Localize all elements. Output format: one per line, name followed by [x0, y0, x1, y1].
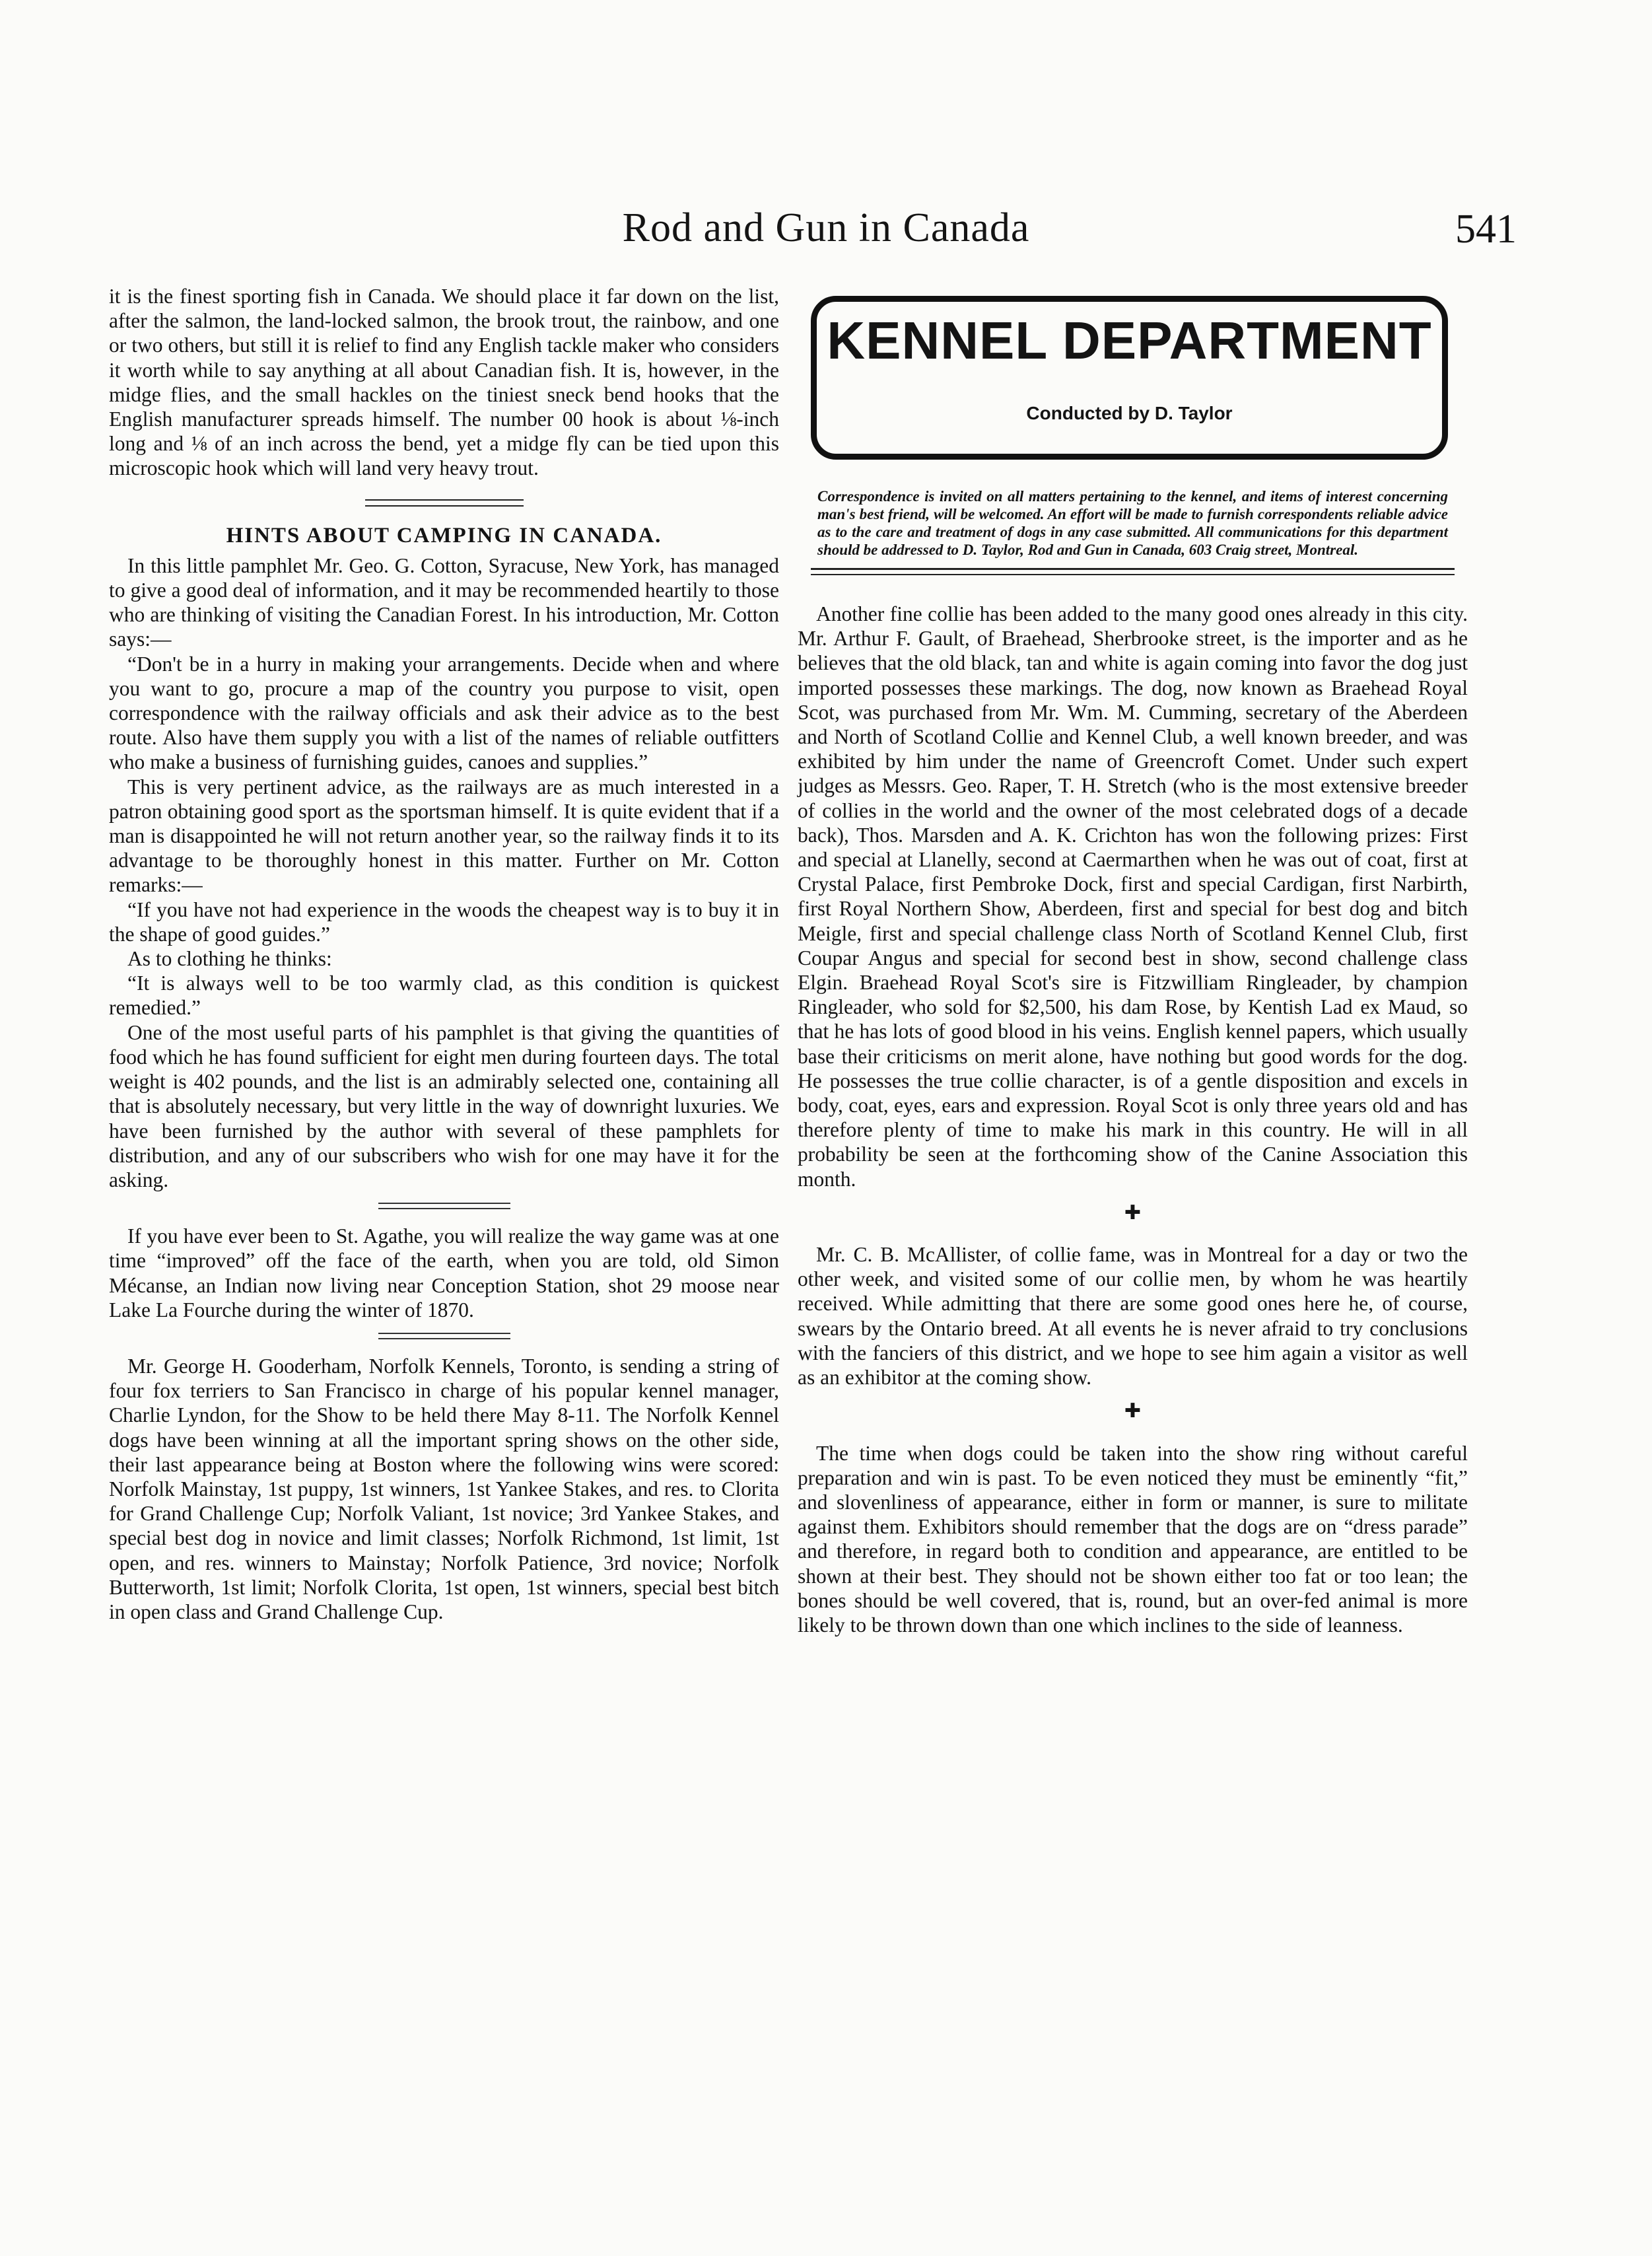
- mcallister-paragraph: Mr. C. B. McAllister, of collie fame, was in Montreal for a day or two the other week, and visited some of our collie men, by whom he was heartily received. While admitting that there are some good ones here he, of course, swears by the Ontario breed. At all events he is never afraid to try conclusions with the fanciers of this district, and we hope to see him again a visitor as well as an exhibitor at the coming show.: [798, 1243, 1468, 1390]
- show-preparation-paragraph: The time when dogs could be taken into the show ring without careful preparation and win is past. To be even noticed they must be eminently “fit,” and slovenliness of appearance, either in form or manner, is sure to militate against them. Exhibitors should remember that the dogs are on “dress parade” and therefore, in regard both to condition and appearance, are entitled to be shown at their best. They should not be shown either too fat or too lean; the bones should be well covered, that is, round, but an over-fed animal is more likely to be thrown down than one which inclines to the side of leanness.: [798, 1441, 1468, 1637]
- running-title: Rod and Gun in Canada: [622, 205, 1030, 250]
- department-rule: [811, 568, 1455, 575]
- collie-import-paragraph: Another fine collie has been added to the many good ones already in this city. Mr. Arthur F. Gault, of Braehead, Sherbrooke street, is the importer and as he believes that the old black, tan and white is again coming into favor the dog just imported possesses these markings. The dog, now known as Braehead Royal Scot, was purchased from Mr. Wm. M. Cumming, secretary of the Aberdeen and North of Scotland Collie and Kennel Club, a well known breeder, and was exhibited by him under the name of Greencroft Comet. Under such expert judges as Messrs. Geo. Raper, T. H. Stretch (who is the most extensive breeder of collies in the world and the owner of the most celebrated dogs of a decade back), Thos. Marsden and A. K. Crichton has won the following prizes: First and special at Llanelly, second at Caermarthen when he was out of coat, first at Crystal Palace, first Pembroke Dock, first and special Cardigan, first Narbirth, first Royal Northern Show, Aberdeen, first and special for best dog and bitch Meigle, first and special challenge class North of Scotland Kennel Club, first Coupar Angus and special for second best in show, second challenge class Elgin. Braehead Royal Scot's sire is Fitzwilliam Ringleader, by champion Ringleader, who sold for $2,500, his dam Rose, by Kentish Lad ex Maud, so that he has lots of good blood in his veins. English kennel papers, which usually base their criticisms on merit alone, have nothing but good words for the dog. He possesses the true collie character, is of a gentle disposition and excels in body, coat, eyes, ears and expression. Royal Scot is only three years old and has therefore plenty of time to make his mark in this country. He will in all probability be seen at the forthcoming show of the Canine Association this month.: [798, 602, 1468, 1191]
- ornament-cross-icon: ✚: [1124, 1400, 1142, 1423]
- quote-clothing: “It is always well to be too warmly clad, as this condition is quickest remedied.”: [109, 971, 779, 1020]
- clothing-paragraph: As to clothing he thinks:: [127, 947, 332, 971]
- section-divider: [365, 499, 524, 507]
- food-paragraph: One of the most useful parts of his pamphlet is that giving the quantities of food which he has found sufficient for eight men during fourteen days. The total weight is 402 pounds, and the list is an admirably selected one, containing all that is absolutely necessary, but very little in the way of downright luxuries. We have been furnished by the author with several of these pamphlets for distribution, and any of our subscribers who wish for one may have it for the asking.: [109, 1020, 779, 1191]
- ornament-cross-icon: ✚: [1124, 1201, 1142, 1224]
- quote-arrangements: “Don't be in a hurry in making your arrangements. Decide when and where you want to go, procure a map of the country you purpose to visit, open correspondence with the railway officials and ask their advice as to the best route. Also have them supply you with a list of the names of reliable outfitters who make a business of furnishing guides, canoes and supplies.”: [109, 652, 779, 774]
- kennel-department-byline: Conducted by D. Taylor: [1026, 403, 1233, 423]
- left-column: [109, 284, 779, 1624]
- fishing-paragraph: it is the finest sporting fish in Canada. We should place it far down on the list, after the salmon, the land-locked salmon, the brook trout, the rainbow, and one or two others, but still it is relief to find any English tackle maker who considers it worth while to say anything at all about Canadian fish. It is, however, in the midge flies, and the small hackles on the tiniest sneck bend hooks that the English manufacturer spreads himself. The number 00 hook is about ⅛-inch long and ⅛ of an inch across the bend, yet a midge fly can be tied upon this microscopic hook which will land very heavy trout.: [109, 285, 779, 480]
- railways-paragraph: This is very pertinent advice, as the railways are as much interested in a patron obtaining good sport as the sportsman himself. It is quite evident that if a man is disappointed he will not return another year, so the railway finds it to its advantage to be thoroughly honest in this matter. Further on Mr. Cotton remarks:—: [109, 775, 779, 897]
- norfolk-kennels-paragraph: Mr. George H. Gooderham, Norfolk Kennels, Toronto, is sending a string of four fox terriers to San Francisco in charge of his popular kennel manager, Charlie Lyndon, for the Show to be held there May 8-11. The Norfolk Kennel dogs have been winning at all the important spring shows on the other side, their last appearance being at Boston where the following wins were scored: Norfolk Mainstay, 1st puppy, 1st winners, 1st Yankee Stakes, and res. to Clorita for Grand Challenge Cup; Norfolk Valiant, 1st novice; 3rd Yankee Stakes, and special best dog in novice and limit classes; Norfolk Richmond, 1st limit, 1st open, and res. winners to Mainstay; Norfolk Patience, 3rd novice; Norfolk Butterworth, 1st limit; Norfolk Clorita, 1st open, 1st winners, special best bitch in open class and Grand Challenge Cup.: [109, 1354, 779, 1623]
- page-number: 541: [1455, 207, 1517, 252]
- section-title: HINTS ABOUT CAMPING IN CANADA.: [226, 523, 662, 547]
- right-column: [798, 284, 1468, 1637]
- st-agathe-paragraph: If you have ever been to St. Agathe, you will realize the way game was at one time “improved” off the face of the earth, when you are told, old Simon Mécanse, an Indian now living near Conception Station, shot 29 moose near Lake La Fourche during the winter of 1870.: [109, 1224, 779, 1322]
- article-divider: [378, 1203, 510, 1209]
- kennel-department-banner: [811, 296, 1448, 460]
- quote-guides: “If you have not had experience in the woods the cheapest way is to buy it in the shape of good guides.”: [109, 898, 779, 946]
- article-divider: [378, 1333, 510, 1339]
- camping-intro-paragraph: In this little pamphlet Mr. Geo. G. Cotton, Syracuse, New York, has managed to give a good deal of information, and it may be recommended heartily to those who are thinking of visiting the Canadian Forest. In his introduction, Mr. Cotton says:—: [109, 553, 779, 651]
- page-header: [0, 205, 1652, 264]
- correspondence-note: Correspondence is invited on all matters pertaining to the kennel, and items of interest concerning man's best friend, will be welcomed. An effort will be made to furnish correspondents reliable advice as to the care and treatment of dogs in any case submitted. All communications for this department should be addressed to D. Taylor, Rod and Gun in Canada, 603 Craig street, Montreal.: [817, 488, 1448, 558]
- kennel-department-title: KENNEL DEPARTMENT: [827, 311, 1432, 370]
